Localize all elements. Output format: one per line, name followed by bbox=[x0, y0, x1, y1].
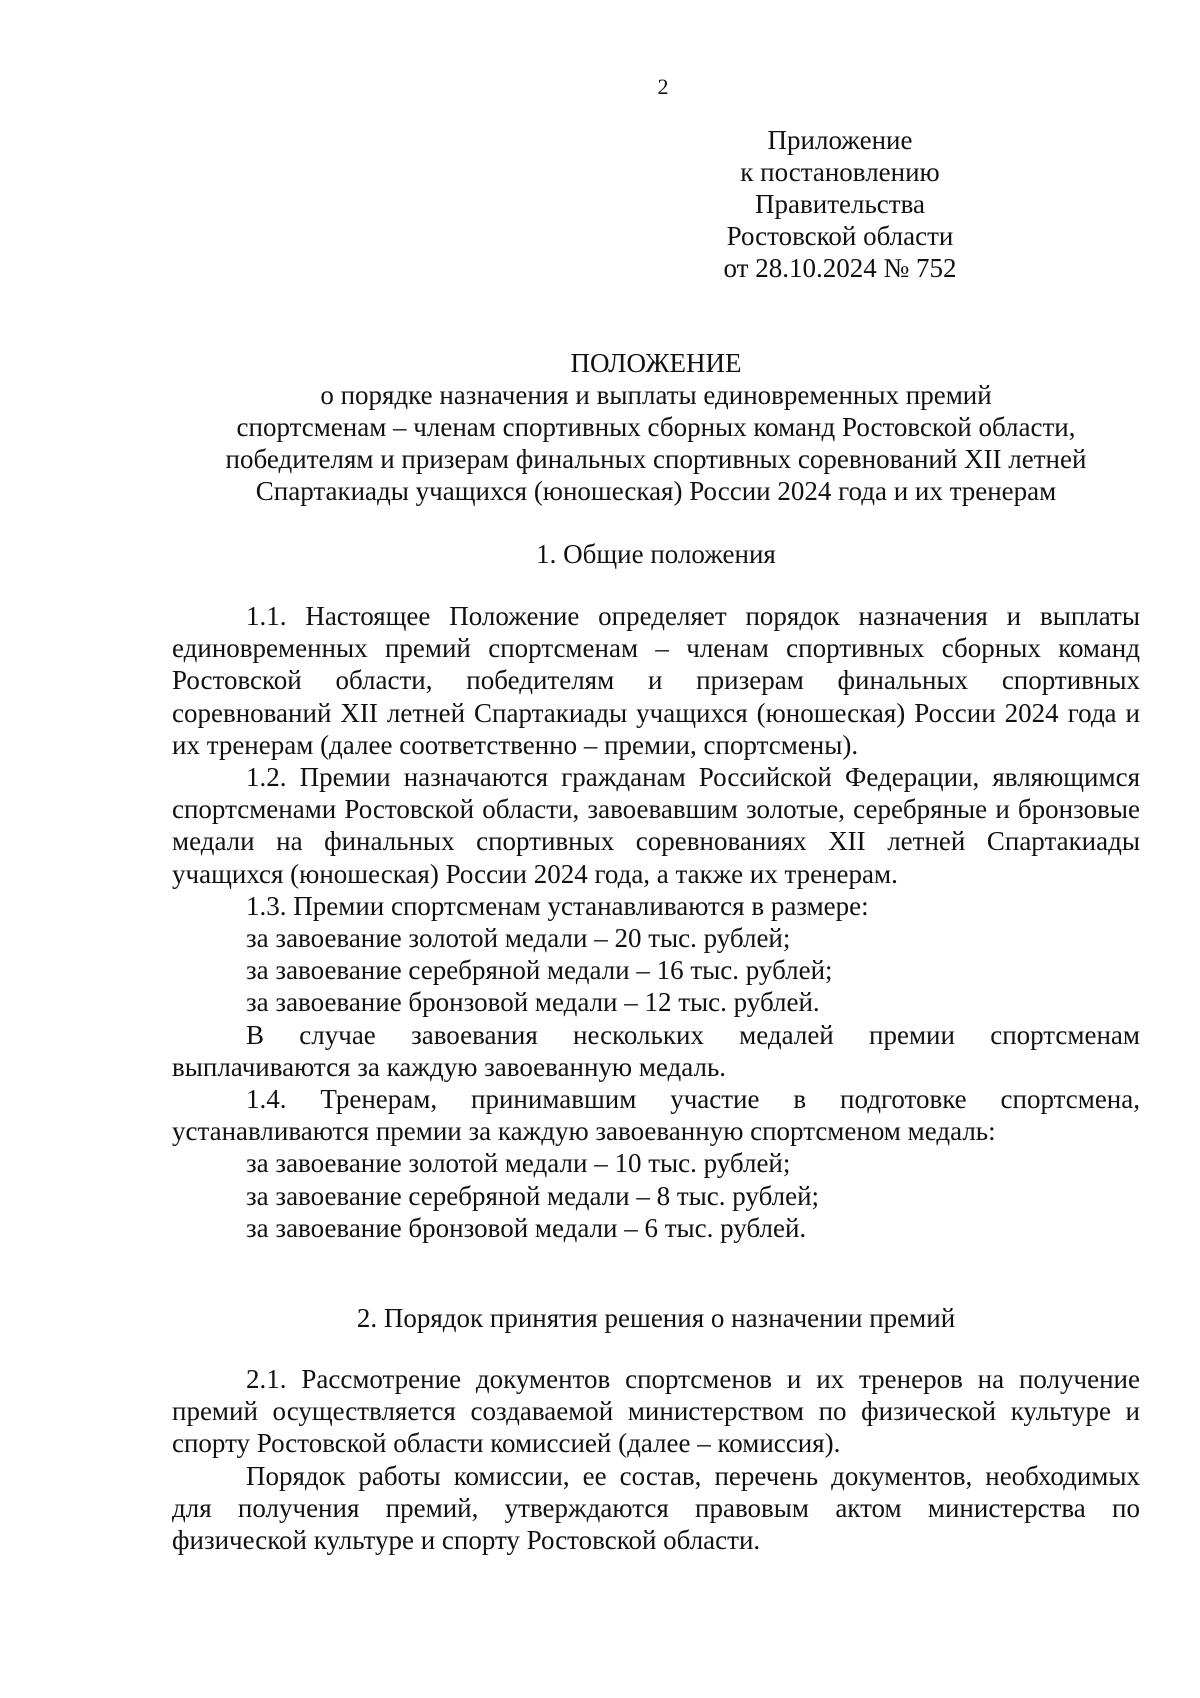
appendix-block bbox=[630, 124, 1050, 284]
athlete-prize-gold: за завоевание золотой медали – 20 тыс. рублей; bbox=[246, 923, 791, 954]
paragraph-1-4: 1.4. Тренерам, принимавшим участие в подготовке спортсмена, устанавливаются премии за каждую завоеванную спортсменом медаль: bbox=[172, 1084, 1140, 1147]
appendix-line: Приложение bbox=[767, 125, 913, 155]
section-2-body bbox=[172, 1363, 1140, 1556]
coach-prize-gold: за завоевание золотой медали – 10 тыс. рублей; bbox=[246, 1148, 791, 1179]
title-subtitle-line: Спартакиады учащихся (юношеская) России 2024 года и их тренерам bbox=[255, 476, 1057, 506]
athlete-prize-silver: за завоевание серебряной медали – 16 тыс. рублей; bbox=[246, 955, 833, 986]
appendix-line: к постановлению bbox=[740, 157, 940, 187]
paragraph-multiple-medals: В случае завоевания нескольких медалей премии спортсменам выплачиваются за каждую завоеванную медаль. bbox=[172, 1019, 1140, 1082]
title-subtitle-line: о порядке назначения и выплаты единовременных премий bbox=[320, 380, 992, 410]
paragraph-2-1: 2.1. Рассмотрение документов спортсменов и их тренеров на получение премий осуществляется создаваемой министерством по физической культуре и спорту Ростовской области комиссией (далее – комиссия). bbox=[172, 1364, 1140, 1459]
page-number: 2 bbox=[657, 74, 669, 99]
section-1-heading: 1. Общие положения bbox=[536, 539, 776, 569]
section-2-heading: 2. Порядок принятия решения о назначении премий bbox=[356, 1303, 956, 1333]
appendix-line: Ростовской области bbox=[726, 221, 954, 251]
coach-prize-silver: за завоевание серебряной медали – 8 тыс. рублей; bbox=[246, 1180, 820, 1211]
athlete-prize-bronze: за завоевание бронзовой медали – 12 тыс. рублей. bbox=[246, 987, 820, 1018]
coach-prize-bronze: за завоевание бронзовой медали – 6 тыс. рублей. bbox=[246, 1212, 807, 1243]
appendix-line: Правительства bbox=[755, 189, 925, 219]
section-1-body bbox=[172, 600, 1140, 1244]
paragraph-2-2: Порядок работы комиссии, ее состав, перечень документов, необходимых для получения премий, утверждаются правовым актом министерства по физической культуре и спорту Ростовской области. bbox=[172, 1460, 1140, 1556]
paragraph-1-1: 1.1. Настоящее Положение определяет порядок назначения и выплаты единовременных премий спортсменам – членам спортивных сборных команд Ростовской области, победителям и призерам финальных спортивных соревнований XII летней Спартакиады учащихся (юношеская) России 2024 года и их тренерам (далее соответственно – премии, спортсмены). bbox=[172, 601, 1140, 760]
paragraph-1-2: 1.2. Премии назначаются гражданам Российской Федерации, являющимся спортсменами Ростовской области, завоевавшим золотые, серебряные и бронзовые медали на финальных спортивных соревнованиях XII летней Спартакиады учащихся (юношеская) России 2024 года, а также их тренерам. bbox=[172, 762, 1140, 889]
title-heading: ПОЛОЖЕНИЕ bbox=[570, 348, 742, 378]
title-subtitle-line: спортсменам – членам спортивных сборных команд Ростовской области, bbox=[236, 412, 1076, 442]
title-subtitle-line: победителям и призерам финальных спортивных соревнований XII летней bbox=[225, 444, 1087, 474]
document-title bbox=[172, 347, 1140, 507]
appendix-line: от 28.10.2024 № 752 bbox=[723, 253, 957, 283]
paragraph-1-3: 1.3. Премии спортсменам устанавливаются в размере: bbox=[246, 890, 869, 921]
